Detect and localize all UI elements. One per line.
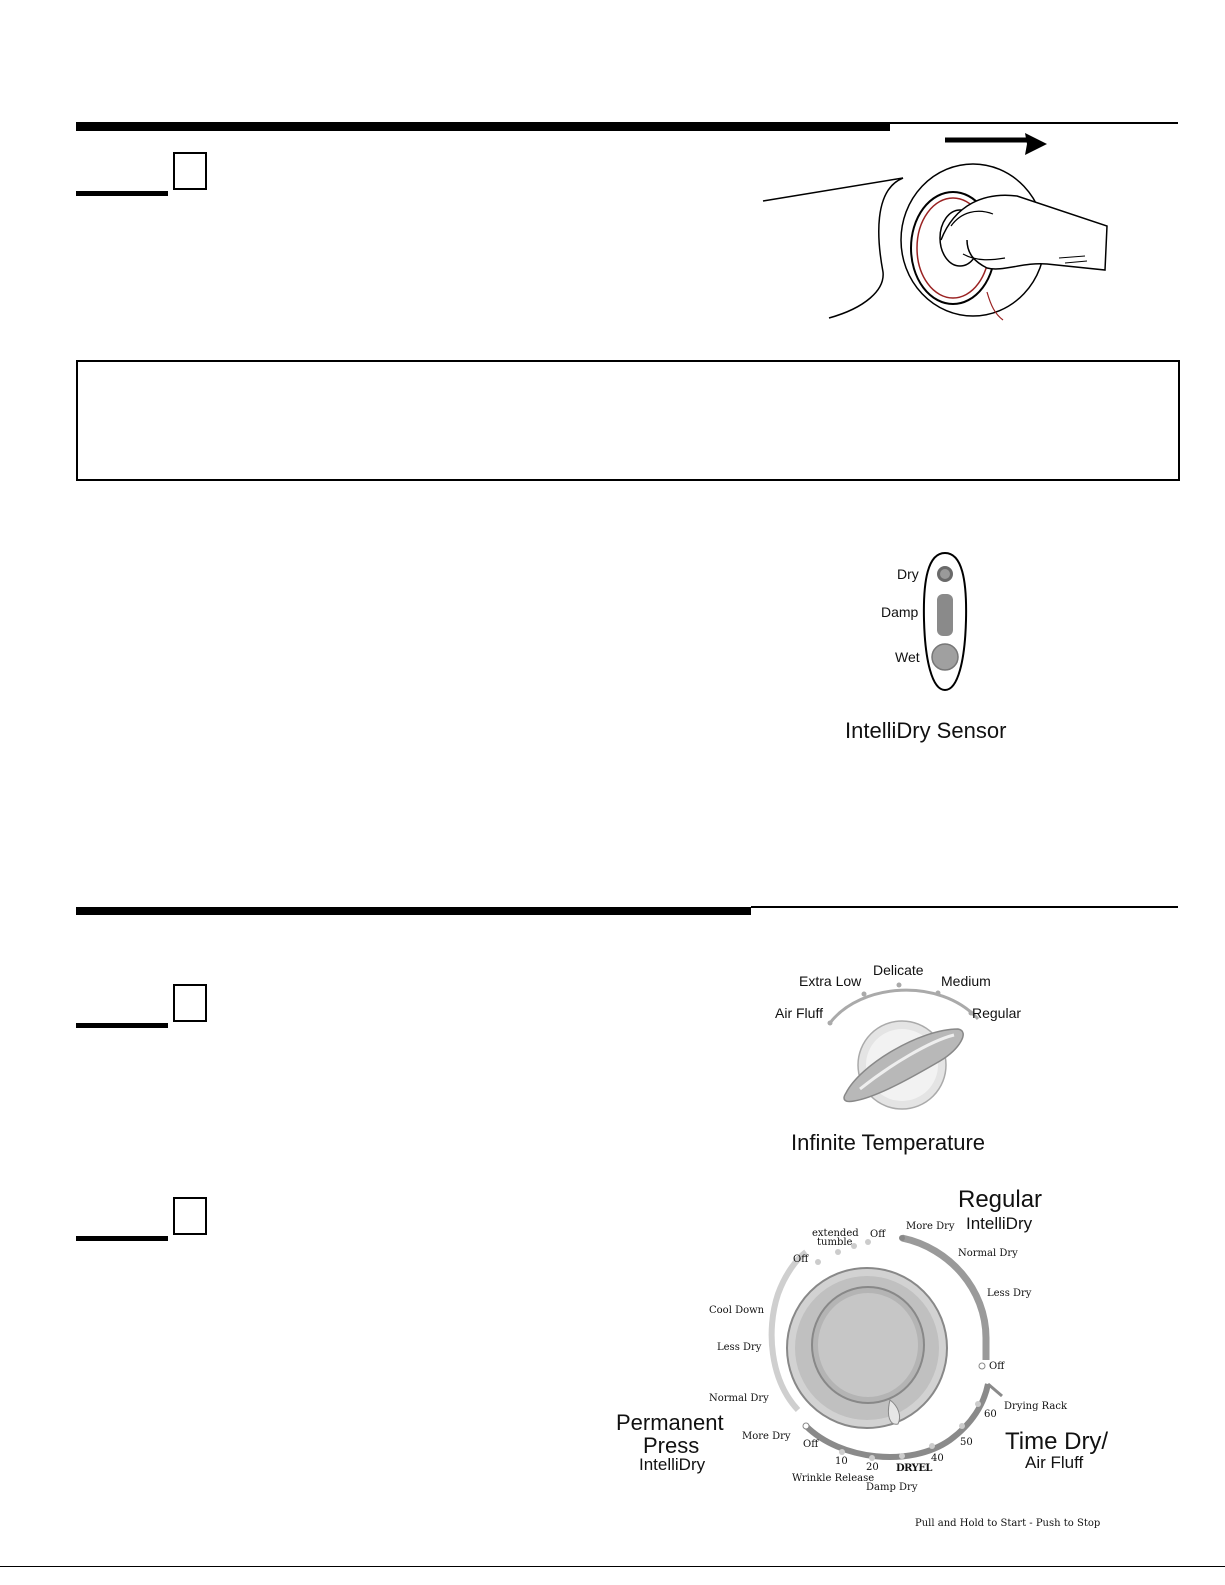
extended-label-line1: extended	[812, 1228, 859, 1239]
press-cool-down: Cool Down	[709, 1305, 765, 1316]
time-damp-dry: Damp Dry	[866, 1482, 918, 1493]
extended-off-right: Off	[870, 1229, 886, 1240]
time-minute-50: 50	[960, 1437, 973, 1448]
press-more-dry: More Dry	[742, 1431, 791, 1442]
time-dryel-logo: DRYEL	[896, 1463, 932, 1474]
extended-off-left: Off	[793, 1254, 809, 1265]
regular-subtitle: IntelliDry	[966, 1214, 1033, 1233]
time-minute-40: 40	[931, 1453, 944, 1464]
press-title-line1: Permanent	[616, 1410, 724, 1435]
sensor-caption: IntelliDry Sensor	[845, 718, 1007, 743]
sensor-level-dry: Dry	[897, 566, 919, 582]
step-box	[173, 984, 207, 1022]
section-rule-bottom-thick	[76, 907, 751, 915]
regular-normal-dry: Normal Dry	[958, 1248, 1018, 1259]
regular-more-dry: More Dry	[906, 1221, 955, 1232]
extended-label-line2: tumble	[817, 1237, 853, 1248]
step-box	[173, 152, 207, 190]
press-less-dry: Less Dry	[717, 1342, 762, 1353]
press-subtitle: IntelliDry	[639, 1455, 706, 1474]
temp-setting-air-fluff: Air Fluff	[775, 1005, 823, 1021]
sensor-level-wet: Wet	[895, 649, 920, 665]
temp-setting-regular: Regular	[972, 1005, 1022, 1021]
temperature-caption: Infinite Temperature	[791, 1130, 986, 1155]
regular-title: Regular	[958, 1186, 1043, 1213]
intellidry-sensor-graphic	[918, 550, 972, 694]
section-rule-bottom-thin	[751, 906, 1178, 908]
press-off: Off	[803, 1439, 819, 1450]
time-minute-20: 20	[866, 1462, 879, 1473]
step-tab	[76, 1236, 168, 1241]
temp-setting-extra-low: Extra Low	[799, 973, 862, 989]
time-minute-10: 10	[835, 1456, 848, 1467]
time-dry-title: Time Dry/	[1005, 1428, 1109, 1455]
time-dry-subtitle: Air Fluff	[1025, 1453, 1084, 1472]
door-open-illustration	[755, 130, 1125, 330]
press-title-line2: Press	[643, 1433, 700, 1458]
press-normal-dry: Normal Dry	[709, 1393, 769, 1404]
temp-setting-medium: Medium	[941, 973, 991, 989]
regular-off: Off	[989, 1361, 1005, 1372]
time-minute-60: 60	[984, 1409, 997, 1420]
temp-setting-delicate: Delicate	[873, 962, 924, 978]
step-tab	[76, 191, 168, 196]
dial-footer-instruction: Pull and Hold to Start - Push to Stop	[915, 1518, 1101, 1529]
regular-less-dry: Less Dry	[987, 1288, 1032, 1299]
time-wrinkle-release: Wrinkle Release	[792, 1473, 875, 1484]
step-tab	[76, 1023, 168, 1028]
temperature-knob-graphic	[820, 975, 990, 1115]
section-rule-top-thin	[890, 122, 1178, 124]
sensor-level-damp: Damp	[881, 604, 919, 620]
time-drying-rack: Drying Rack	[1004, 1401, 1068, 1412]
page-bottom-rule	[0, 1566, 1225, 1567]
note-box	[76, 360, 1180, 481]
step-box	[173, 1197, 207, 1235]
